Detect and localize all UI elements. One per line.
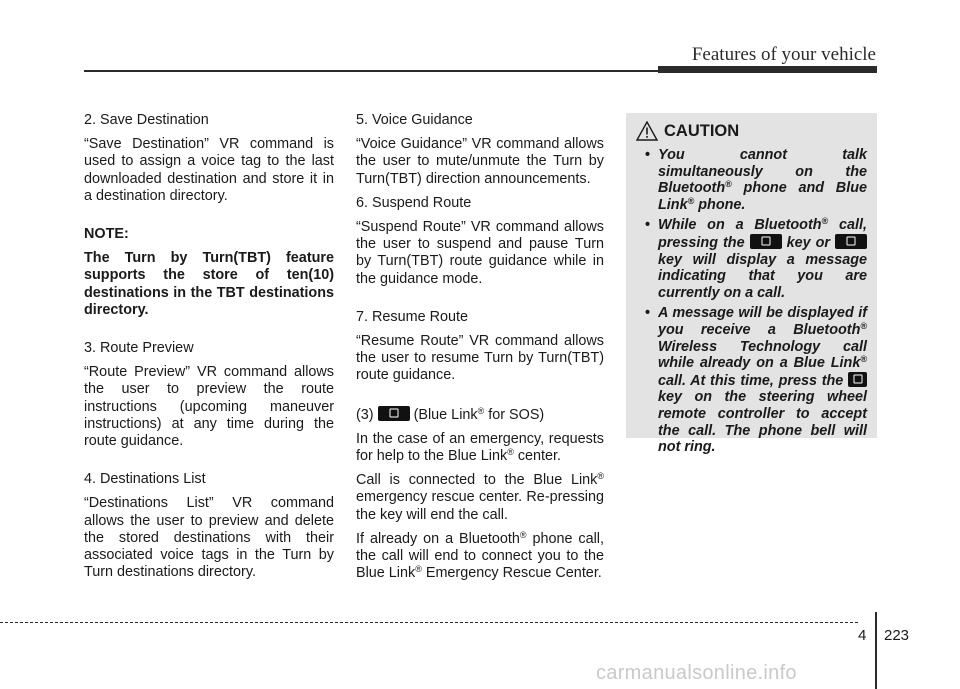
note-body: The Turn by Turn(TBT) feature supports the store of ten(10) destinations in the TBT destinations directory. xyxy=(84,250,334,318)
section-body: “Suspend Route” VR command allows the user to suspend and pause Turn by Turn(TBT) route guidance while in the guidance mode. xyxy=(356,219,604,287)
warning-triangle-icon xyxy=(636,121,658,141)
section-body: “Destinations List” VR command allows the user to preview and delete the stored destinations with their associated voice tags in the Turn by Turn destinations directory. xyxy=(84,495,334,581)
chapter-number: 4 xyxy=(858,627,867,644)
caution-item: • A message will be displayed if you receive a Bluetooth® Wireless Technology call while already on a Blue Link® call. At this time, press the key on the steering wheel remote controller to accept the call. The phone bell will not ring. xyxy=(636,305,867,455)
header-title: Features of your vehicle xyxy=(691,44,876,65)
watermark: carmanualsonline.info xyxy=(596,662,797,684)
section-body: Call is connected to the Blue Link® emergency rescue center. Re-pressing the key will end the call. xyxy=(356,471,604,523)
voice-key-icon xyxy=(835,234,867,249)
caution-list xyxy=(636,147,867,456)
section-heading: 2. Save Destination xyxy=(84,112,209,128)
column-middle xyxy=(356,112,604,589)
section-heading: 5. Voice Guidance xyxy=(356,112,473,128)
section-body: “Save Destination” VR command is used to assign a voice tag to the last downloaded destination and store it in a destination directory. xyxy=(84,136,334,204)
section-body: In the case of an emergency, requests for help to the Blue Link® center. xyxy=(356,430,604,465)
blue-link-key-icon xyxy=(750,234,782,249)
header-bar xyxy=(658,66,877,73)
note-title: NOTE: xyxy=(84,226,129,243)
footer-rule xyxy=(0,622,858,623)
section-body: If already on a Bluetooth® phone call, the call will end to connect you to the Blue Link® Emergency Rescue Center. xyxy=(356,529,605,582)
phone-key-icon xyxy=(848,372,867,387)
caution-item: • While on a Bluetooth® call, pressing the key or key will display a message indicating that you are currently on a call. xyxy=(636,217,867,301)
section-heading: 6. Suspend Route xyxy=(356,194,472,211)
section-body: “Voice Guidance” VR command allows the user to mute/unmute the Turn by Turn(TBT) direction announcements. xyxy=(356,136,604,187)
sos-key-icon xyxy=(378,406,410,421)
caution-title: CAUTION xyxy=(664,121,740,140)
page-number: 223 xyxy=(884,627,910,644)
caution-box xyxy=(626,113,877,456)
section-body: “Route Preview” VR command allows the user to preview the route instructions (upcoming maneuver instructions) at any time during the route guidance. xyxy=(84,364,334,450)
footer-divider xyxy=(875,612,877,689)
caution-item: • You cannot talk simultaneously on the Bluetooth® phone and Blue Link® phone. xyxy=(636,147,867,213)
caution-header xyxy=(636,121,867,141)
sos-heading: (3) (Blue Link® for SOS) xyxy=(356,405,545,423)
section-heading: 4. Destinations List xyxy=(84,471,206,488)
section-heading: 7. Resume Route xyxy=(356,308,468,325)
section-heading: 3. Route Preview xyxy=(84,340,194,357)
section-body: “Resume Route” VR command allows the user to resume Turn by Turn(TBT) route guidance. xyxy=(356,333,604,384)
column-left xyxy=(84,112,334,588)
